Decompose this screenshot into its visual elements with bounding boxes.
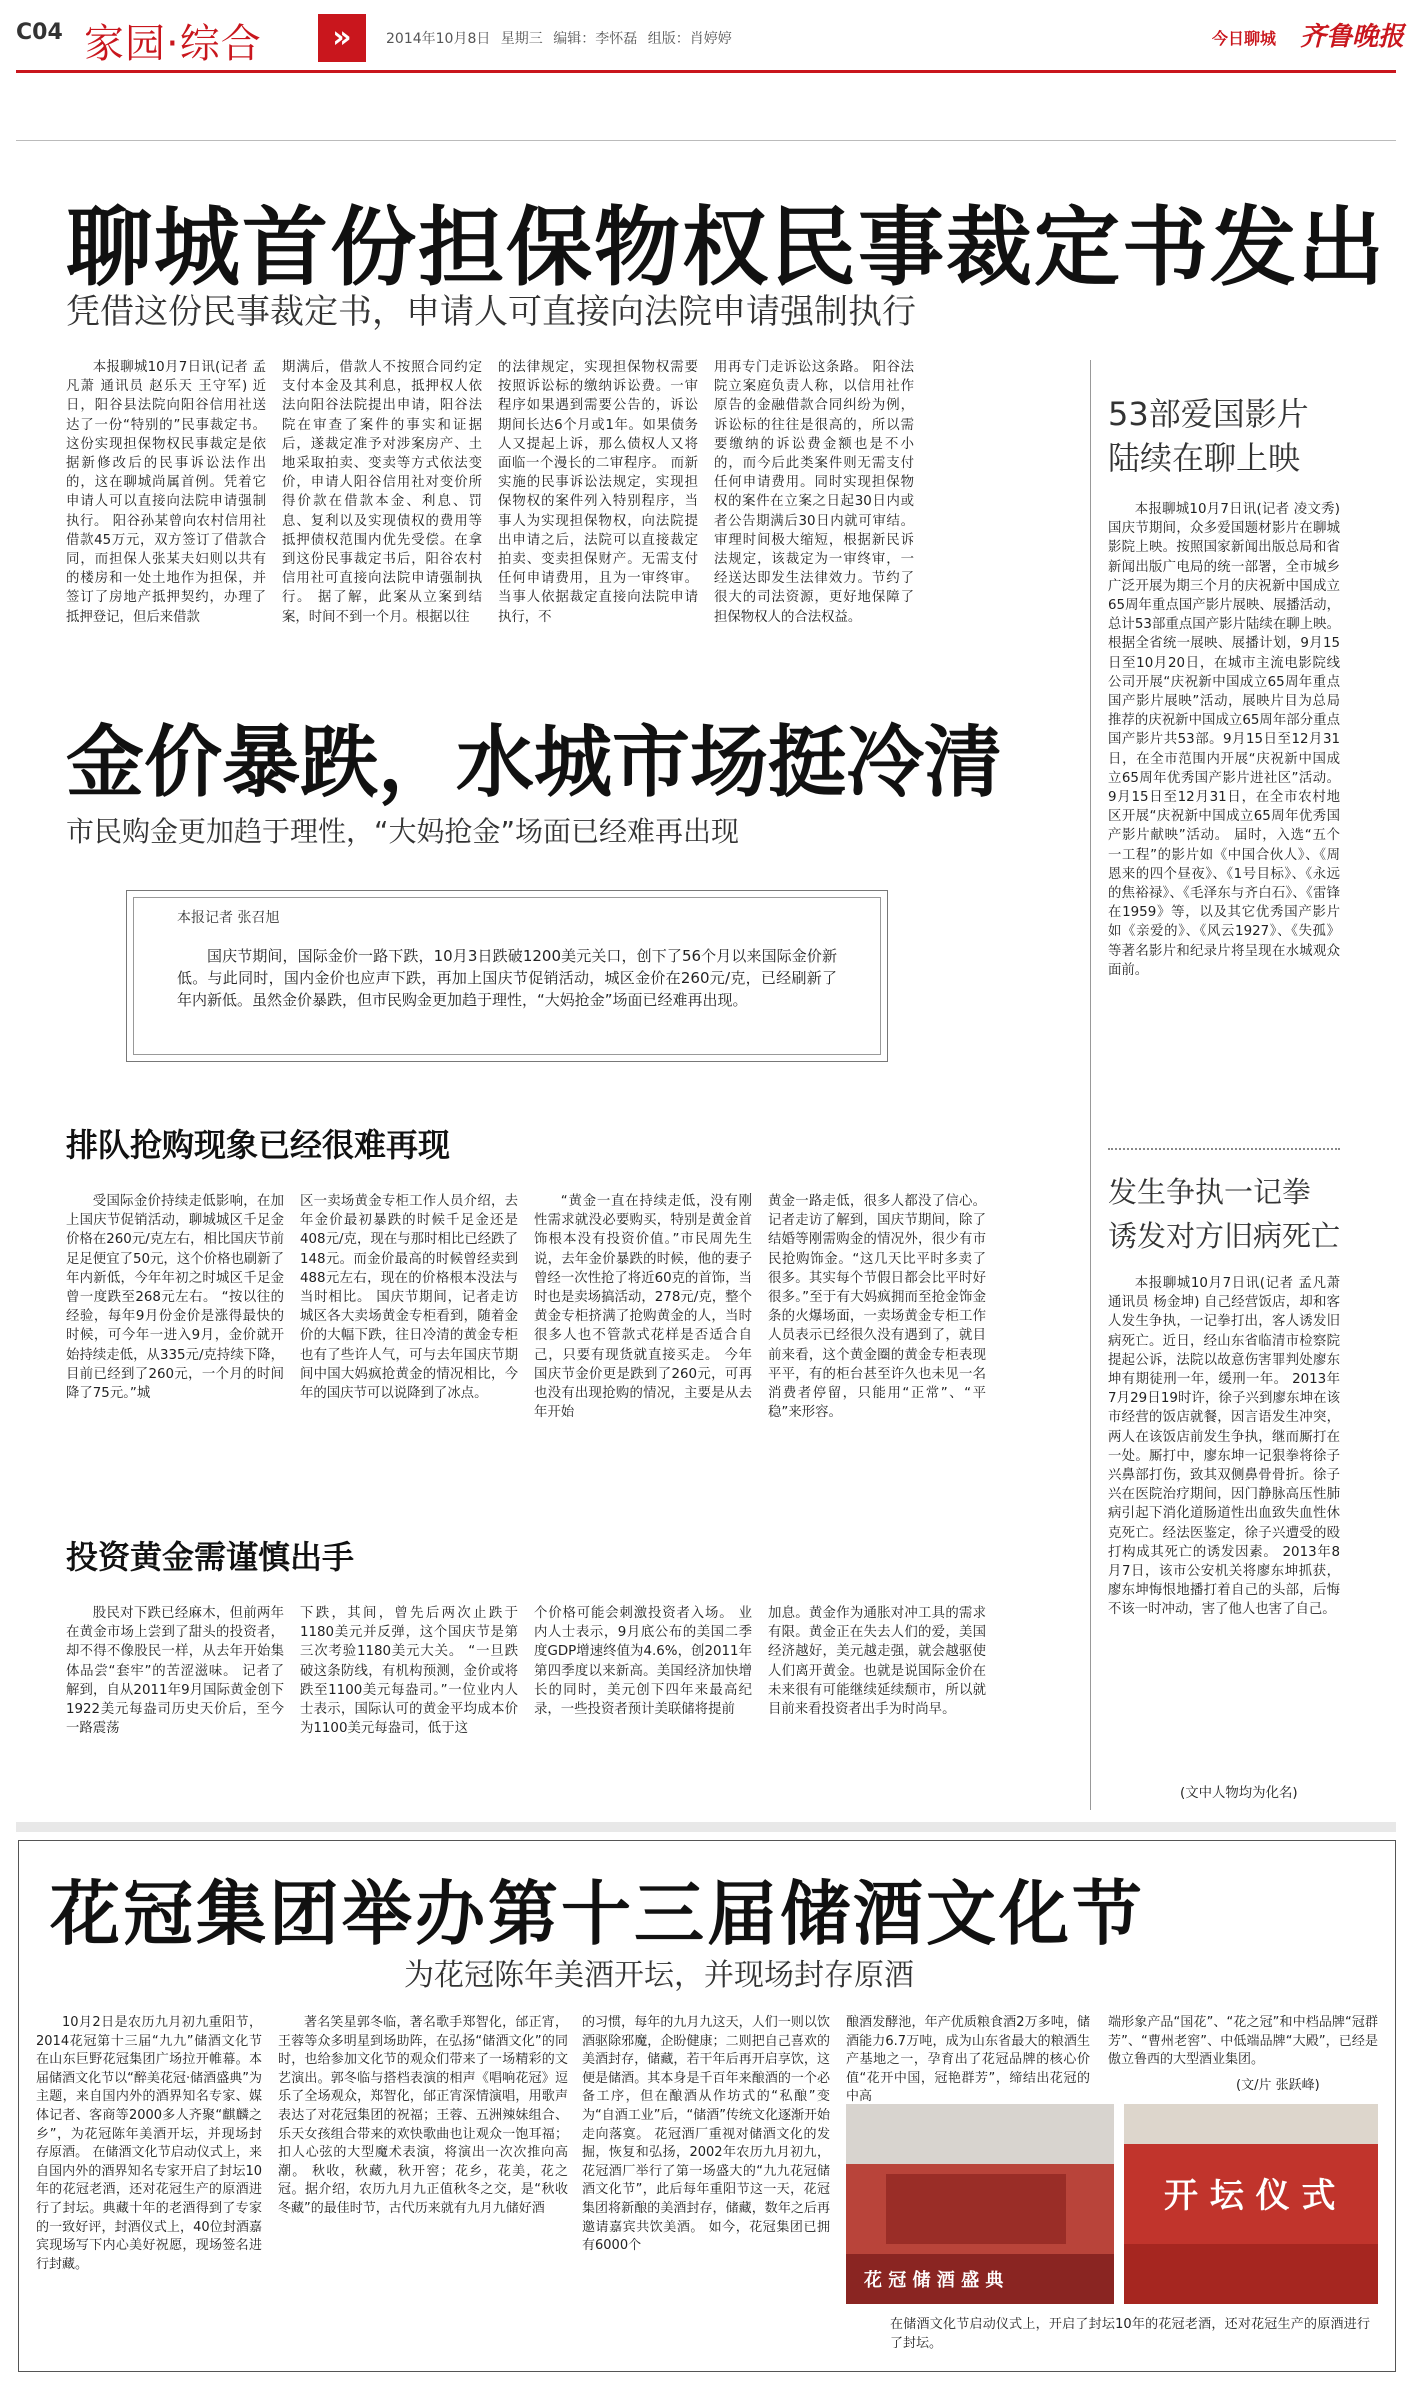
article2-b-col3: 个价格可能会刺激投资者入场。 业内人士表示，9月底公布的美国二季度GDP增速终值为4.6%，创2011年第四季度以来新高。美国经济加快增长的同时，美元创下四年来最高纪录，一些投资者预计美联储将提前	[534, 1606, 752, 1718]
article3-headline: 花冠集团举办第十三届储酒文化节	[50, 1873, 1145, 1955]
issue-meta: 2014年10月8日 星期三 编辑：李怀磊 组版：肖婷婷	[386, 31, 732, 47]
newspaper-logo: 齐鲁晚报	[1300, 22, 1405, 52]
sidebar-dotted-rule	[1108, 1148, 1340, 1150]
section-band	[16, 1822, 1396, 1832]
header-thin-rule	[16, 140, 1396, 141]
article3-col3: 的习惯，每年的九月九这天，人们一则以饮酒驱除邪魔，企盼健康；二则把自己喜欢的美酒封存，储藏，若干年后再开启享饮，这便是储酒。其本身是千百年来酿酒的一个必备工序，但在酿酒从作坊式的“私酿”变为“自酒工业”后，“储酒”传统文化逐渐开始走向落寞。 花冠酒厂重视对储酒文化的发掘，恢复和弘扬，2002年农历九月初九，花冠酒厂举行了第一场盛大的“九九花冠储酒文化节”，此后每年重阳节这一天，花冠集团将新酿的美酒封存，储藏，数年之后再邀请嘉宾共饮美酒。 如今，花冠集团已拥有6000个	[582, 2015, 830, 2254]
article1-subtitle: 凭借这份民事裁定书，申请人可直接向法院申请强制执行	[66, 292, 916, 332]
article1-col3: 的法律规定，实现担保物权需要按照诉讼标的缴纳诉讼费。一审程序如果遇到需要公告的，诉讼期间长达6个月或1年。如果债务人又提起上诉，那么债权人又将面临一个漫长的二审程序。 而新实施的民事诉讼法规定，实现担保物权的案件列入特别程序，当事人为实现担保物权，向法院提出申请之后，法院可以直接裁定拍卖、变卖担保财产。无需支付任何申请费用，且为一审终审。当事人依据裁定直接向法院申请执行，不	[498, 360, 698, 625]
lead-box	[126, 890, 888, 1062]
article3-col1: 10月2日是农历九月初九重阳节，2014花冠第十三届“九九”储酒文化节在山东巨野花冠集团广场拉开帷幕。本届储酒文化节以“醉美花冠·储酒盛典”为主题，来自国内外的酒界知名专家、媒体记者、客商等2000多人齐聚“麒麟之乡”，为花冠陈年美酒开坛，并现场封存原酒。 在储酒文化节启动仪式上，来自国内外的酒界知名专家开启了封坛10年的花冠老酒，还对花冠生产的原酒进行了封坛。典藏十年的老酒得到了专家的一致好评，封酒仪式上，40位封酒嘉宾现场写下内心美好祝愿，现场签名进行封藏。	[36, 2015, 262, 2272]
page-number: C04	[16, 20, 63, 45]
article2-b-col4: 加息。黄金作为通胀对冲工具的需求有限。黄金正在失去人们的爱，美国经济越好，美元越走强，就会越驱使人们离开黄金。也就是说国际金价在未来很有可能继续延续颓市，所以就目前来看投资者出手为时尚早。	[768, 1606, 986, 1718]
article2-subhead-b: 投资黄金需谨慎出手	[66, 1538, 355, 1576]
article1-col2: 期满后，借款人不按照合同约定支付本金及其利息，抵押权人依法向阳谷法院提出申请，阳谷法院在审查了案件的事实和证据后，遂裁定准予对涉案房产、土地采取拍卖、变卖等方式依法变价，申请人阳谷信用社对变价所得价款在借款本金、利息、罚息、复利以及实现债权的费用等抵押债权范围内优先受偿。在拿到这份民事裁定书后，阳谷农村信用社可直接向法院申请强制执行。 据了解，此案从立案到结案，时间不到一个月。根据以往	[282, 360, 482, 625]
article2-byline: 本报记者 张召旭	[177, 910, 280, 926]
article3-subtitle: 为花冠陈年美酒开坛，并现场封存原酒	[404, 1958, 914, 1993]
column-name: 今日聊城	[1212, 29, 1277, 48]
sidebar1-title: 53部爱国影片 陆续在聊上映	[1108, 395, 1309, 477]
sidebar-divider	[1090, 360, 1091, 1810]
article1-col1: 本报聊城10月7日讯(记者 孟凡萧 通讯员 赵乐天 王守军) 近日，阳谷县法院向阳谷信用社送达了一份“特别的”民事裁定书。这份实现担保物权民事裁定是依据新修改后的民事诉讼法作出的，这在聊城尚属首例。凭着它申请人可以直接向法院申请强制执行。 阳谷孙某曾向农村信用社借款45万元，双方签订了借款合同，而担保人张某夫妇则以共有的楼房和一处土地作为担保，并签订了房地产抵押契约，办理了抵押登记，但后来借款	[66, 360, 266, 625]
sidebar2-body: 本报聊城10月7日讯(记者 孟凡萧 通讯员 杨金坤) 自己经营饭店，却和客人发生争执，一记拳打出，客人诱发旧病死亡。近日，经山东省临清市检察院提起公诉，法院以故意伤害罪判处廖东坤有期徒刑一年，缓刑一年。 2013年7月29日19时许，徐子兴到廖东坤在该市经营的饭店就餐，因言语发生冲突，两人在该饭店前发生争执，继而厮打在一处。厮打中，廖东坤一记狠拳将徐子兴鼻部打伤，致其双侧鼻骨骨折。徐子兴在医院治疗期间，因门静脉高压性肺病引起下消化道肠道性出血致失血性休克死亡。经法医鉴定，徐子兴遭受的殴打构成其死亡的诱发因素。 2013年8月7日，该市公安机关将廖东坤抓获，廖东坤悔恨地播打着自己的头部，后悔不该一时冲动，害了他人也害了自己。	[1108, 1276, 1340, 1618]
photo-caption: 在储酒文化节启动仪式上，开启了封坛10年的花冠老酒，还对花冠生产的原酒进行了封坛。	[890, 2317, 1370, 2351]
article2-subhead-a: 排队抢购现象已经很难再现	[66, 1126, 451, 1164]
article1-headline: 聊城首份担保物权民事裁定书发出	[66, 198, 1386, 298]
article2-a-col3: “黄金一直在持续走低，没有刚性需求就没必要购买，特别是黄金首饰根本没有投资价值。”市民周先生说，去年金价暴跌的时候，他的妻子曾经一次性抢了将近60克的首饰，当时也是卖场搞活动，278元/克，整个黄金专柜挤满了抢购黄金的人，当时很多人也不管款式花样是否适合自己，只要有现货就直接买走。 今年国庆节金价更是跌到了260元，可再也没有出现抢购的情况，主要是从去年开始	[534, 1194, 752, 1421]
sidebar2-note: (文中人物均为化名)	[1180, 1786, 1298, 1801]
header-rule	[16, 70, 1396, 73]
event-photo-ceremony: 开 坛 仪 式	[1124, 2104, 1378, 2304]
article3-credit: (文/片 张跃峰)	[1236, 2078, 1320, 2093]
sidebar2-title: 发生争执一记拳 诱发对方旧病死亡	[1108, 1175, 1341, 1253]
section-title: 家园·综合	[84, 21, 262, 67]
article2-b-col1: 股民对下跌已经麻木，但前两年在黄金市场上尝到了甜头的投资者，却不得不像股民一样，从去年开始集体品尝“套牢”的苦涩滋味。 记者了解到，自从2011年9月国际黄金创下1922美元每盎司历史天价后，至今一路震荡	[66, 1606, 284, 1737]
article3-col2: 著名笑星郭冬临，著名歌手郑智化，邰正宵，王蓉等众多明星到场助阵，在弘扬“储酒文化”的同时，也给参加文化节的观众们带来了一场精彩的文艺演出。郭冬临与搭档表演的相声《唱响花冠》逗乐了全场观众，郑智化，邰正宵深情演唱，用歌声表达了对花冠集团的祝福；王蓉、五洲辣妹组合、乐天女孩组合带来的欢快歌曲也让观众一饱耳福；扣人心弦的大型魔术表演，将演出一次次推向高潮。 秋收，秋藏，秋开窖；花乡，花美，花之冠。据介绍，农历九月九正值秋冬之交，是“秋收冬藏”的最佳时节，古代历来就有九月九储好酒	[278, 2015, 568, 2216]
article2-a-col4: 黄金一路走低，很多人都没了信心。记者走访了解到，国庆节期间，除了结婚等刚需购金的情况外，很少有市民抢购饰金。“这几天比平时多卖了很多。其实每个节假日都会比平时好很多。”至于有大妈疯拥而至抢金饰金条的火爆场面，一卖场黄金专柜工作人员表示已经很久没有遇到了，就目前来看，这个黄金圈的黄金专柜表现平平，有的柜台甚至许久也未见一名消费者停留，只能用“正常”、“平稳”来形容。	[768, 1194, 986, 1421]
event-photo-stage: 花 冠 储 酒 盛 典	[846, 2104, 1114, 2304]
article2-subtitle: 市民购金更加趋于理性，“大妈抢金”场面已经难再出现	[66, 815, 740, 848]
article2-a-col2: 区一卖场黄金专柜工作人员介绍，去年金价最初暴跌的时候千足金还是408元/克，现在与那时相比已经跌了148元。而金价最高的时候曾经卖到488元左右，现在的价格根本没法与当时相比。 国庆节期间，记者走访城区各大卖场黄金专柜看到，随着金价的大幅下跌，往日冷清的黄金专柜也有了些许人气，可与去年国庆节期间中国大妈疯抢黄金的情况相比，今年的国庆节可以说降到了冰点。	[300, 1194, 518, 1402]
article2-b-col2: 下跌，其间，曾先后两次止跌于1180美元并反弹，这个国庆节是第三次考验1180美元大关。 “一旦跌破这条防线，有机构预测，金价或将跌至1100美元每盎司。”一位业内人士表示，国际认可的黄金平均成本价为1100美元每盎司，低于这	[300, 1606, 518, 1737]
sidebar1-body: 本报聊城10月7日讯(记者 凌文秀) 国庆节期间，众多爱国题材影片在聊城影院上映。按照国家新闻出版总局和省新闻出版广电局的统一部署，全市城乡广泛开展为期三个月的庆祝新中国成立65周年重点国产影片展映、展播活动，总计53部重点国产影片陆续在聊上映。 根据全省统一展映、展播计划，9月15日至10月20日，在城市主流电影院线公司开展“庆祝新中国成立65周年重点国产影片展映”活动，展映片目为总局推荐的庆祝新中国成立65周年部分重点国产影片共53部。9月15日至12月31日，在全市范围内开展“庆祝新中国成立65周年优秀国产影片进社区”活动。9月15日至12月31日，在全市农村地区开展“庆祝新中国成立65周年优秀国产影片献映”活动。 届时，入选“五个一工程”的影片如《中国合伙人》、《周恩来的四个昼夜》、《1号目标》、《永远的焦裕禄》、《毛泽东与齐白石》、《雷锋在1959》等，以及其它优秀国产影片如《亲爱的》、《风云1927》、《失孤》等著名影片和纪录片将呈现在水城观众面前。	[1108, 502, 1340, 978]
article1-col4: 用再专门走诉讼这条路。 阳谷法院立案庭负责人称，以信用社作原告的金融借款合同纠纷为例，诉讼标的往往是很高的，所以需要缴纳的诉讼费金额也是不小的，而今后此类案件则无需支付任何申请费用。同时实现担保物权的案件在立案之日起30日内或者公告期满后30日内就可审结。审理时间极大缩短，根据新民诉法规定，该裁定为一审终审，一经送达即发生法律效力。节约了很大的司法资源，更好地保障了担保物权人的合法权益。	[714, 360, 914, 625]
article2-headline: 金价暴跌，水城市场挺冷清	[66, 718, 1003, 808]
article2-a-col1: 受国际金价持续走低影响，在加上国庆节促销活动，聊城城区千足金价格在260元/克左右，相比国庆节前足足便宜了50元，这个价格也刷新了年内新低，今年年初之时城区千足金曾一度跌至268元左右。 “按以往的经验，每年9月份金价是涨得最快的时候，可今年一进入9月，金价就开始持续走低，从335元/克持续下降，目前已经到了260元，一个月的时间降了75元。”城	[66, 1194, 284, 1402]
article2-lead: 国庆节期间，国际金价一路下跌，10月3日跌破1200美元关口，创下了56个月以来国际金价新低。与此同时，国内金价也应声下跌，再加上国庆节促销活动，城区金价在260元/克，已经刷新了年内新低。虽然金价暴跌，但市民购金更加趋于理性，“大妈抢金”场面已经难再出现。	[177, 947, 837, 1009]
article3-col4: 酿酒发酵池，年产优质粮食酒2万多吨，储酒能力6.7万吨，成为山东省最大的粮酒生产基地之一，孕育出了花冠品牌的核心价值“花开中国，冠艳群芳”，缔结出花冠的中高	[846, 2015, 1090, 2105]
section-arrow-icon: »	[318, 14, 366, 62]
article3-col5: 端形象产品“国花”、“花之冠”和中档品牌“冠群芳”、“曹州老窖”、中低端品牌“大殿”，已经是傲立鲁西的大型酒业集团。	[1108, 2015, 1378, 2068]
